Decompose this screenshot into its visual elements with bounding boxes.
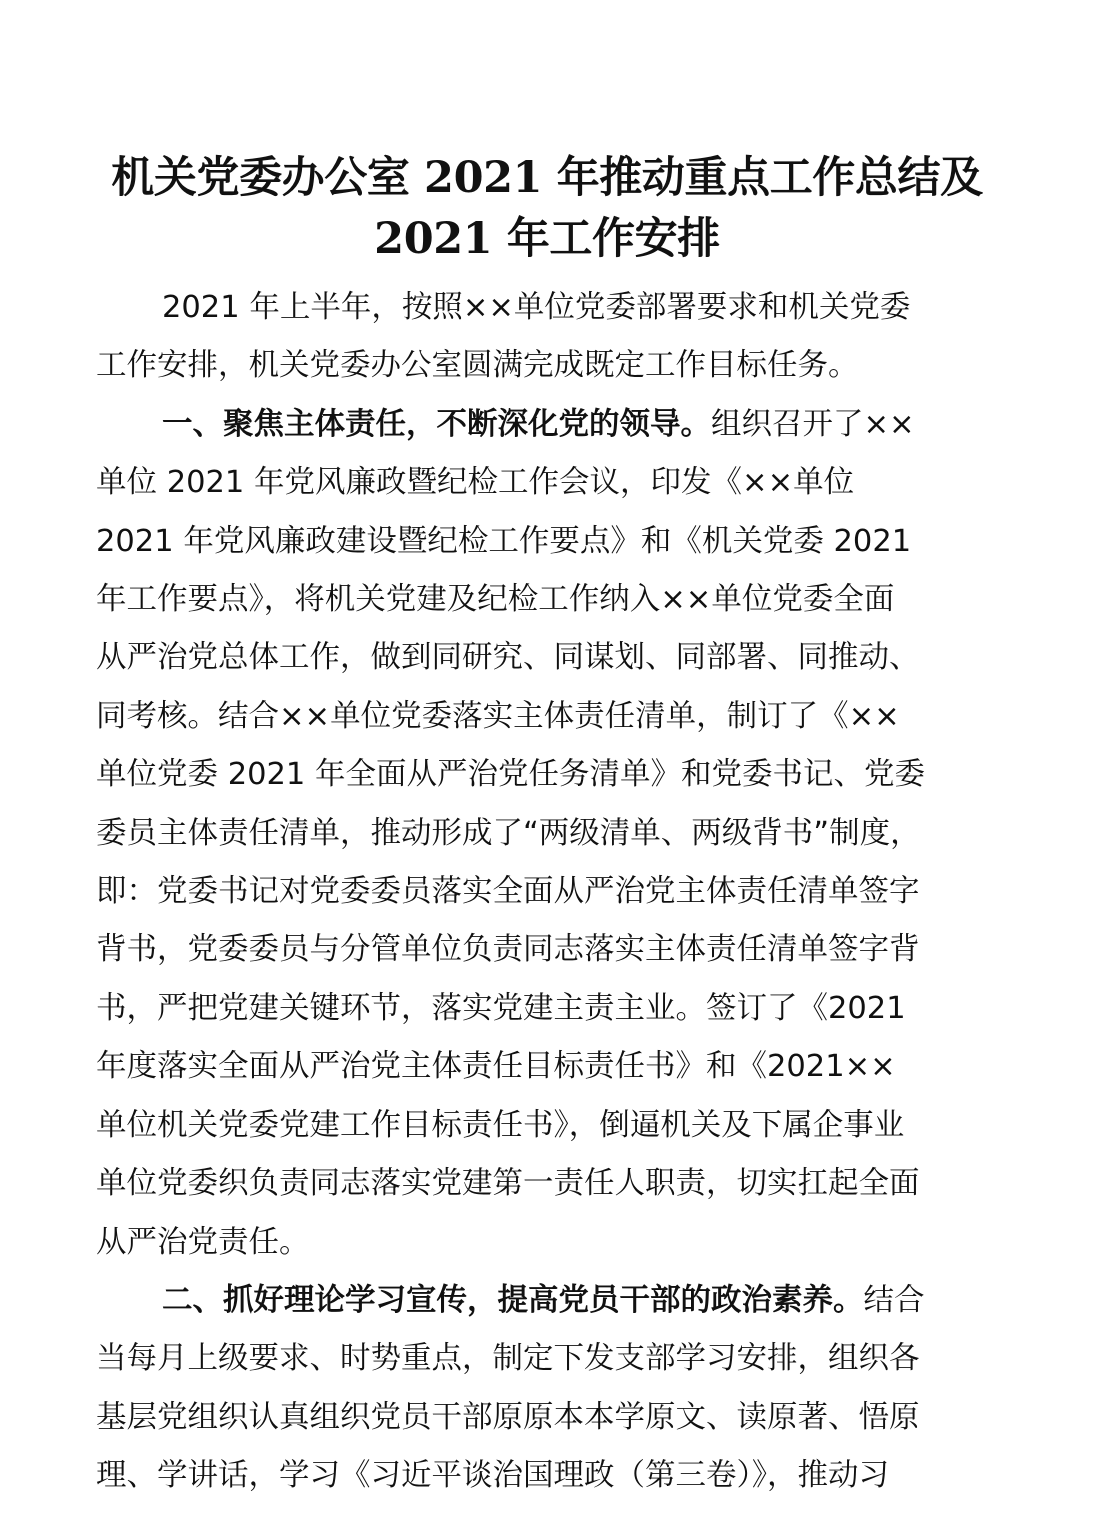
paragraph-line: 单位 2021 年党风廉政暨纪检工作会议，印发《××单位 (96, 465, 855, 501)
document-title (92, 148, 1002, 270)
paragraph-line: 当每月上级要求、时势重点，制定下发支部学习安排，组织各 (96, 1341, 920, 1377)
section-heading-rest: 组织召开了×× (711, 406, 915, 442)
section-heading-rest: 结合 (863, 1282, 925, 1318)
paragraph-line: 年工作要点》，将机关党建及纪检工作纳入××单位党委全面 (96, 582, 895, 618)
document-body (96, 279, 1002, 1506)
paragraph-line: 委员主体责任清单，推动形成了“两级清单、两级背书”制度， (96, 815, 921, 851)
paragraph-line: 书，严把党建关键环节，落实党建主责主业。签订了《2021 (96, 990, 906, 1026)
paragraph-line: 工作安排，机关党委办公室圆满完成既定工作目标任务。 (96, 348, 859, 384)
paragraph-line: 2021 年党风廉政建设暨纪检工作要点》和《机关党委 2021 (96, 523, 912, 559)
paragraph-line: 从严治党责任。 (96, 1224, 310, 1260)
paragraph-section-1 (96, 396, 1002, 1272)
paragraph-intro (96, 279, 1002, 396)
paragraph-line: 2021 年上半年，按照××单位党委部署要求和机关党委 (162, 290, 911, 325)
title-line-1: 机关党委办公室 2021 年推动重点工作总结及 (111, 153, 983, 203)
paragraph-line (96, 396, 1002, 454)
paragraph-line: 年度落实全面从严治党主体责任目标责任书》和《2021×× (96, 1049, 896, 1085)
paragraph-line: 单位党委织负责同志落实党建第一责任人职责，切实扛起全面 (96, 1166, 920, 1202)
paragraph-line: 单位机关党委党建工作目标责任书》，倒逼机关及下属企事业 (96, 1107, 905, 1143)
paragraph-line (96, 1272, 1002, 1330)
paragraph-line: 同考核。结合××单位党委落实主体责任清单，制订了《×× (96, 698, 900, 734)
paragraph-line: 基层党组织认真组织党员干部原原本本学原文、读原著、悟原 (96, 1399, 920, 1435)
document-page (96, 0, 1002, 1506)
paragraph-line: 理、学讲话，学习《习近平谈治国理政（第三卷）》，推动习 (96, 1458, 889, 1494)
paragraph-line: 从严治党总体工作，做到同研究、同谋划、同部署、同推动、 (96, 640, 920, 676)
paragraph-section-2 (96, 1272, 1002, 1506)
paragraph-line: 即：党委书记对党委委员落实全面从严治党主体责任清单签字 (96, 874, 920, 910)
section-heading: 二、抓好理论学习宣传，提高党员干部的政治素养。 (162, 1282, 864, 1318)
paragraph-line: 背书，党委委员与分管单位负责同志落实主体责任清单签字背 (96, 932, 920, 968)
section-heading: 一、聚焦主体责任，不断深化党的领导。 (162, 406, 711, 442)
title-line-2: 2021 年工作安排 (374, 214, 720, 264)
paragraph-line: 单位党委 2021 年全面从严治党任务清单》和党委书记、党委 (96, 757, 926, 793)
